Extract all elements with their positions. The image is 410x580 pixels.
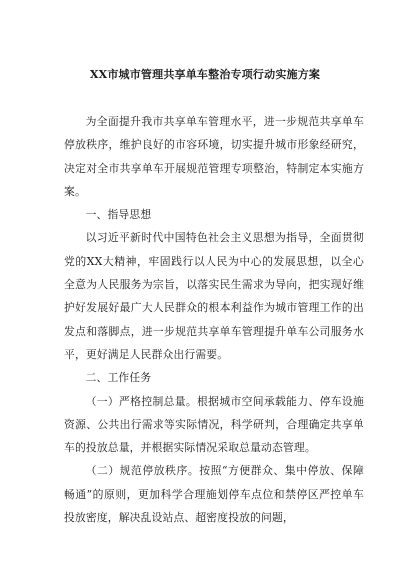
intro-paragraph: 为全面提升我市共享单车管理水平，进一步规范共享单车停放秩序，维护良好的市容环境，切实提升城市形象经研究，决定对全市共享单车开展规范管理专项整治，特制定本实施方案。 (64, 115, 364, 198)
task-parking-order-paragraph: （二）规范停放秩序。按照“方便群众、集中停放、保障畅通”的原则，更加科学合理施划停车点位和禁停区严控单车投放密度，解决乱设站点、超密度投放的问题， (64, 464, 364, 525)
document-title: XX市城市管理共享单车整治专项行动实施方案 (89, 68, 321, 81)
document-body (64, 110, 364, 529)
guiding-ideology-paragraph: 以习近平新时代中国特色社会主义思想为指导，全面贯彻党的XX大精神，牢固践行以人民为中心的发展思想，以全心全意为人民服务为宗旨，以落实民生需求为导向，把实现好维护好发展好最广大人民群众的根本利益作为城市管理工作的出发点和落脚点，进一步规范共享单车管理提升单车公司服务水平，更好满足人民群众出行需要。 (64, 231, 364, 361)
section-heading-guiding-ideology: 一、指导思想 (85, 208, 152, 222)
section-heading-work-tasks: 二、工作任务 (85, 371, 152, 385)
task-control-total-paragraph: （一）严格控制总量。根据城市空间承载能力、停车设施资源、公共出行需求等实际情况，科学研判，合理确定共享单车的投放总量，并根据实际情况采取总量动态管理。 (64, 394, 364, 455)
